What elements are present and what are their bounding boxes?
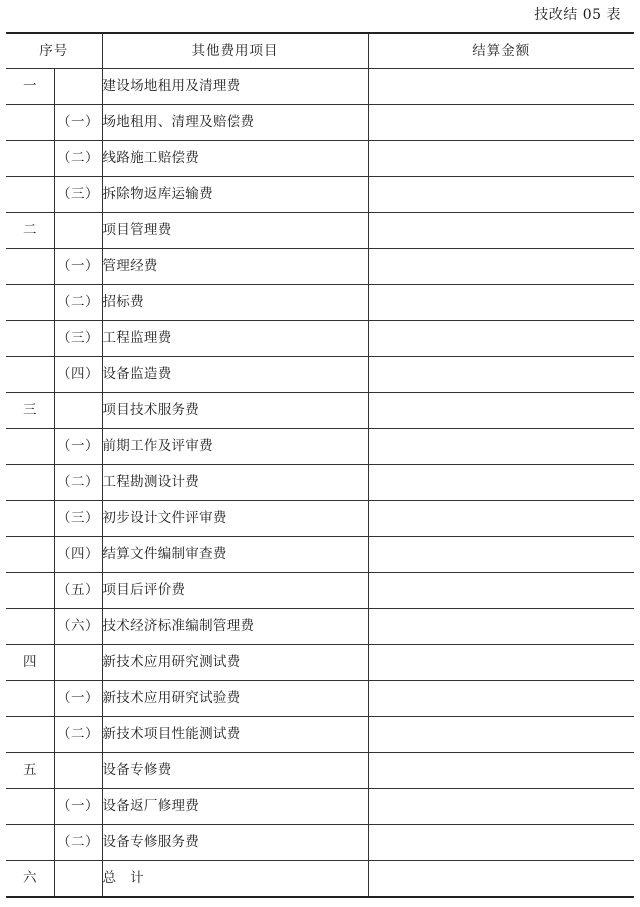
row-item-name: 项目管理费 (102, 213, 368, 249)
row-number (6, 141, 54, 177)
table-row (6, 285, 634, 321)
row-amount-cell[interactable] (368, 717, 634, 753)
row-amount-cell[interactable] (368, 249, 634, 285)
table-row (6, 141, 634, 177)
row-amount-cell[interactable] (368, 177, 634, 213)
row-item-name: 结算文件编制审查费 (102, 537, 368, 573)
row-sub-number: （二） (54, 141, 102, 177)
row-amount-cell[interactable] (368, 465, 634, 501)
table-row (6, 825, 634, 861)
row-number (6, 609, 54, 645)
row-sub-number: （二） (54, 285, 102, 321)
row-item-name: 初步设计文件评审费 (102, 501, 368, 537)
table-row (6, 249, 634, 285)
table-header-row (6, 33, 634, 69)
table-row (6, 321, 634, 357)
row-sub-number: （三） (54, 321, 102, 357)
row-number (6, 249, 54, 285)
row-amount-cell[interactable] (368, 825, 634, 861)
row-sub-number: （三） (54, 501, 102, 537)
row-amount-cell[interactable] (368, 393, 634, 429)
row-number: 六 (6, 861, 54, 898)
row-number (6, 501, 54, 537)
row-sub-number: （六） (54, 609, 102, 645)
table-row (6, 357, 634, 393)
row-amount-cell[interactable] (368, 357, 634, 393)
row-amount-cell[interactable] (368, 681, 634, 717)
table-row (6, 465, 634, 501)
row-sub-number (54, 393, 102, 429)
row-item-name: 项目技术服务费 (102, 393, 368, 429)
row-number (6, 825, 54, 861)
row-number (6, 177, 54, 213)
row-amount-cell[interactable] (368, 609, 634, 645)
row-number: 四 (6, 645, 54, 681)
table-row (6, 609, 634, 645)
row-number (6, 429, 54, 465)
row-amount-cell[interactable] (368, 861, 634, 898)
table-row (6, 69, 634, 105)
row-sub-number: （二） (54, 465, 102, 501)
row-sub-number: （三） (54, 177, 102, 213)
table-row (6, 429, 634, 465)
table-row (6, 645, 634, 681)
header-item: 其他费用项目 (102, 33, 368, 69)
row-amount-cell[interactable] (368, 285, 634, 321)
row-number: 二 (6, 213, 54, 249)
row-number (6, 105, 54, 141)
row-number (6, 789, 54, 825)
row-number (6, 321, 54, 357)
row-sub-number: （四） (54, 537, 102, 573)
row-item-name: 拆除物返库运输费 (102, 177, 368, 213)
table-row (6, 177, 634, 213)
row-item-name: 建设场地租用及清理费 (102, 69, 368, 105)
row-sub-number: （一） (54, 789, 102, 825)
row-sub-number (54, 213, 102, 249)
row-item-name: 新技术应用研究试验费 (102, 681, 368, 717)
row-amount-cell[interactable] (368, 141, 634, 177)
row-amount-cell[interactable] (368, 645, 634, 681)
row-amount-cell[interactable] (368, 429, 634, 465)
row-sub-number (54, 645, 102, 681)
row-number: 三 (6, 393, 54, 429)
table-row (6, 753, 634, 789)
row-item-name: 技术经济标准编制管理费 (102, 609, 368, 645)
row-amount-cell[interactable] (368, 789, 634, 825)
table-body (6, 69, 634, 898)
row-item-name: 项目后评价费 (102, 573, 368, 609)
table-row (6, 573, 634, 609)
row-sub-number: （一） (54, 105, 102, 141)
table-row (6, 861, 634, 898)
row-item-name: 前期工作及评审费 (102, 429, 368, 465)
row-item-name: 设备专修服务费 (102, 825, 368, 861)
row-sub-number: （二） (54, 825, 102, 861)
row-amount-cell[interactable] (368, 537, 634, 573)
row-sub-number (54, 861, 102, 898)
row-number (6, 537, 54, 573)
row-amount-cell[interactable] (368, 573, 634, 609)
row-number (6, 465, 54, 501)
row-sub-number (54, 753, 102, 789)
row-number: 五 (6, 753, 54, 789)
settlement-table (6, 32, 634, 898)
row-amount-cell[interactable] (368, 321, 634, 357)
row-sub-number: （二） (54, 717, 102, 753)
header-seq: 序号 (6, 33, 102, 69)
row-sub-number: （一） (54, 429, 102, 465)
row-number (6, 357, 54, 393)
row-number (6, 681, 54, 717)
row-amount-cell[interactable] (368, 753, 634, 789)
row-amount-cell[interactable] (368, 69, 634, 105)
row-number (6, 573, 54, 609)
row-amount-cell[interactable] (368, 213, 634, 249)
header-amount: 结算金额 (368, 33, 634, 69)
row-amount-cell[interactable] (368, 105, 634, 141)
row-item-name: 总 计 (102, 861, 368, 898)
row-item-name: 工程监理费 (102, 321, 368, 357)
row-item-name: 招标费 (102, 285, 368, 321)
row-sub-number (54, 69, 102, 105)
row-item-name: 新技术应用研究测试费 (102, 645, 368, 681)
table-row (6, 789, 634, 825)
row-number (6, 285, 54, 321)
row-sub-number: （五） (54, 573, 102, 609)
row-item-name: 线路施工赔偿费 (102, 141, 368, 177)
row-number: 一 (6, 69, 54, 105)
row-item-name: 工程勘测设计费 (102, 465, 368, 501)
row-item-name: 场地租用、清理及赔偿费 (102, 105, 368, 141)
row-item-name: 管理经费 (102, 249, 368, 285)
row-item-name: 设备专修费 (102, 753, 368, 789)
row-item-name: 新技术项目性能测试费 (102, 717, 368, 753)
row-amount-cell[interactable] (368, 501, 634, 537)
table-row (6, 717, 634, 753)
form-code: 技改结 05 表 (534, 7, 621, 23)
table-row (6, 105, 634, 141)
row-item-name: 设备返厂修理费 (102, 789, 368, 825)
table-row (6, 213, 634, 249)
row-sub-number: （四） (54, 357, 102, 393)
row-item-name: 设备监造费 (102, 357, 368, 393)
table-row (6, 501, 634, 537)
row-sub-number: （一） (54, 681, 102, 717)
row-sub-number: （一） (54, 249, 102, 285)
table-row (6, 681, 634, 717)
row-number (6, 717, 54, 753)
table-row (6, 537, 634, 573)
table-row (6, 393, 634, 429)
